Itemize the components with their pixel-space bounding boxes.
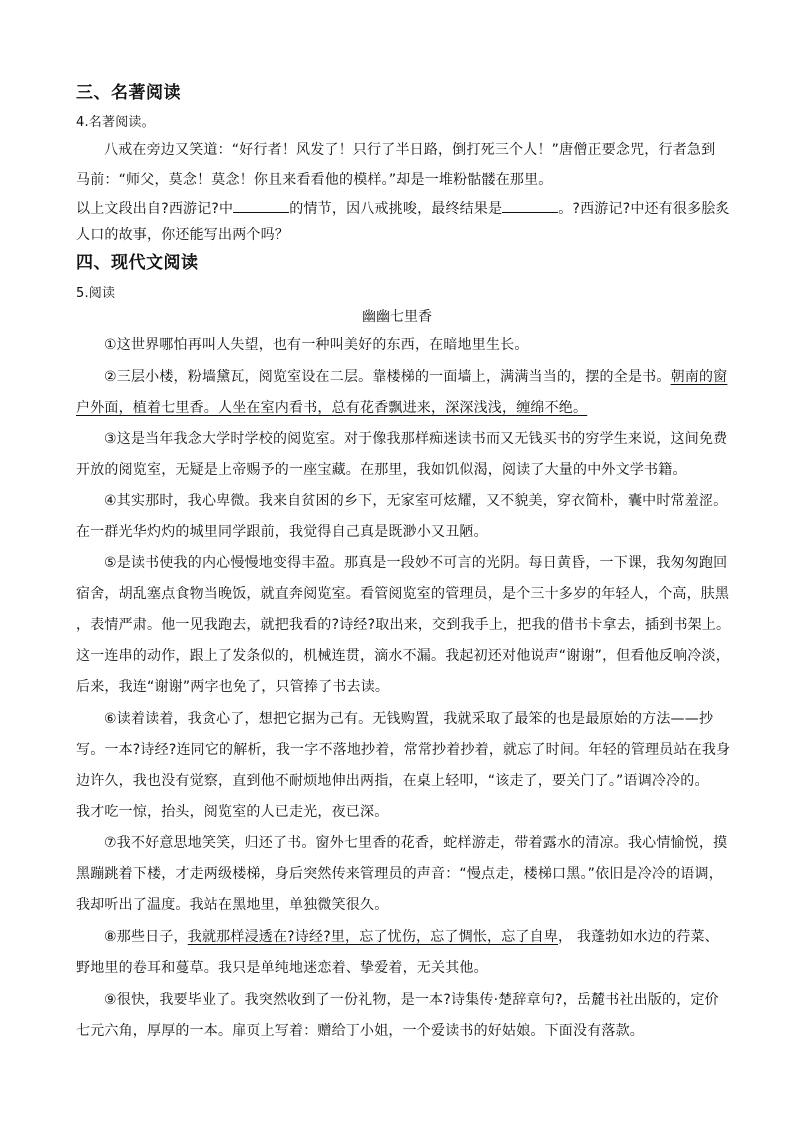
article-paragraph-5-line-1: ⑤是读书使我的内心慢慢地变得丰盈。那真是一段妙不可言的光阴。每日黄昏，一下课，我匆匆跑回 (104, 555, 728, 571)
article-paragraph-8-line-2: 野地里的卷耳和蔓草。我只是单纯地迷恋着、挚爱着，无关其他。 (76, 960, 488, 976)
answer-blank-2[interactable] (502, 198, 558, 213)
article-paragraph-6-line-2: 写。一本?诗经?连同它的解析，我一字不落地抄着，常常抄着抄着，就忘了时间。年轻的管理员站在我身 (76, 742, 731, 758)
q4-question-line-2: 人口的故事，你还能写出两个吗？ (76, 227, 289, 243)
section-3-heading: 三、名著阅读 (76, 83, 181, 103)
article-paragraph-5-line-4: 这一连串的动作，跟上了发条似的，机械连贯，滴水不漏。我起初还对他说声“谢谢”，但看他反响冷淡， (76, 648, 730, 664)
p8-text-a: ⑧那些日子， (104, 929, 188, 945)
article-paragraph-3-line-2: 开放的阅览室，无疑是上帝赐予的一座宝藏。在那里，我如饥似渴，阅读了大量的中外文学书籍。 (76, 462, 687, 478)
p8-underlined-text: 我就那样浸透在?诗经?里，忘了忧伤，忘了惆怅，忘了自卑 (187, 929, 559, 945)
q4-text-a: 以上文段出自?西游记?中 (76, 201, 234, 217)
article-paragraph-2-line-1 (104, 367, 727, 387)
article-paragraph-9-line-1: ⑨很快，我要毕业了。我突然收到了一份礼物，是一本?诗集传·楚辞章句?，岳麓书社出版的，定价 (104, 992, 719, 1008)
article-paragraph-5-line-5: 后来，我连“谢谢”两字也免了，只管捧了书去读。 (76, 679, 390, 695)
article-title: 幽幽七里香 (362, 309, 432, 325)
article-paragraph-1: ①这世界哪怕再叫人失望，也有一种叫美好的东西，在暗地里生长。 (104, 337, 529, 353)
article-paragraph-2-line-2: 户外面，植着七里香。人坐在室内看书，总有花香飘进来，深深浅浅，缠绵不绝。 (76, 400, 588, 416)
article-paragraph-7-line-1: ⑦我不好意思地笑笑，归还了书。窗外七里香的花香，蛇样游走，带着露水的清凉。我心情愉悦，摸 (104, 835, 728, 851)
section-4-heading: 四、现代文阅读 (76, 253, 199, 273)
article-paragraph-6-line-4: 我才吃一惊，抬头，阅览室的人已走光，夜已深。 (76, 804, 389, 820)
article-paragraph-6-line-1: ⑥读着读着，我贪心了，想把它据为己有。无钱购置，我就采取了最笨的也是最原始的方法——抄 (104, 711, 714, 727)
answer-blank-1[interactable] (233, 198, 289, 213)
article-paragraph-5-line-3: ，表情严肃。他一见我跑去，就把我看的?诗经?取出来，交到我手上，把我的借书卡拿去，插到书架上。 (76, 617, 731, 633)
article-paragraph-4-line-1: ④其实那时，我心卑微。我来自贫困的乡下，无家室可炫耀，又不貌美，穿衣简朴，囊中时常羞涩。 (104, 493, 728, 509)
article-paragraph-3-line-1: ③这是当年我念大学时学校的阅览室。对于像我那样痴迷读书而又无钱买书的穷学生来说，这间免费 (104, 431, 728, 447)
p2-text: ②三层小楼，粉墙黛瓦，阅览室设在二层。靠楼梯的一面墙上，满满当当的，摆的全是书。 (104, 369, 671, 385)
article-paragraph-7-line-3: 我却听出了温度。我站在黑地里，单独微笑很久。 (76, 897, 389, 913)
q4-quote-line-1: 八戒在旁边又笑道：“好行者！风发了！只行了半日路，倒打死三个人！”唐僧正要念咒，行者急到 (104, 142, 716, 158)
article-paragraph-5-line-2: 宿舍，胡乱塞点食物当晚饭，就直奔阅览室。看管阅览室的管理员，是个三十多岁的年轻人，个高，肤黑 (76, 586, 730, 602)
article-paragraph-7-line-2: 黑蹦跳着下楼，才走两级楼梯，身后突然传来管理员的声音：“慢点走，楼梯口黑。”依旧是冷冷的语调， (76, 866, 723, 882)
article-paragraph-8-line-1 (104, 927, 719, 947)
article-paragraph-4-line-2: 在一群光华灼灼的城里同学跟前，我觉得自己真是既渺小又丑陋。 (76, 524, 488, 540)
q4-text-c: 。?西游记?中还有很多脍炙 (558, 201, 730, 217)
q4-text-b: 的情节，因八戒挑唆，最终结果是 (289, 201, 503, 217)
p8-text-c: ， 我蓬勃如水边的荇菜、 (558, 929, 719, 945)
p2-underlined-start: 朝南的窗 (670, 369, 728, 385)
q4-quote-line-2: 马前：“师父，莫念！莫念！你且来看看他的模样。”却是一堆粉骷髅在那里。 (76, 172, 553, 188)
article-paragraph-9-line-2: 七元六角，厚厚的一本。扉页上写着：赠给丁小姐，一个爱读书的好姑娘。下面没有落款。 (76, 1023, 644, 1039)
question-4-label: 4.名著阅读。 (76, 115, 155, 130)
question-5-label: 5.阅读 (76, 286, 116, 301)
article-paragraph-6-line-3: 边许久，我也没有觉察，直到他不耐烦地伸出两指，在桌上轻叩，“该走了，要关门了。”语调冷冷的。 (76, 773, 709, 789)
q4-question-line-1 (76, 198, 730, 219)
